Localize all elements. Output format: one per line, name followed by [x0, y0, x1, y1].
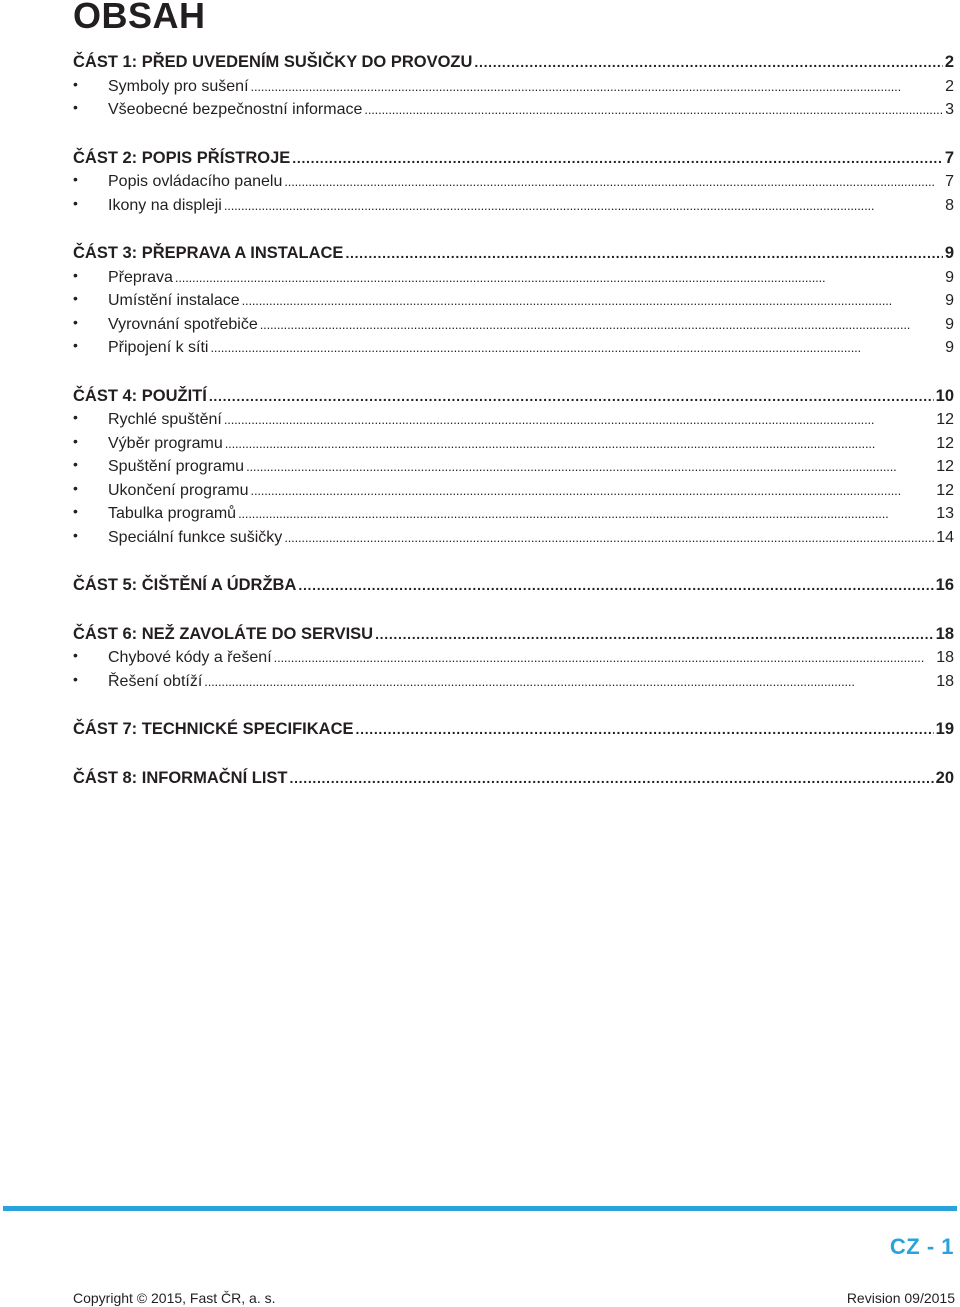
toc-item-page: 18	[936, 672, 954, 690]
toc-item-page: 3	[945, 101, 954, 118]
toc-heading[interactable]	[73, 385, 954, 409]
toc-item[interactable]	[73, 526, 954, 550]
bullet-icon	[73, 477, 108, 503]
toc-heading-label: ČÁST 3: PŘEPRAVA A INSTALACE	[73, 244, 344, 262]
toc-item-page: 9	[945, 268, 954, 286]
toc-section	[73, 767, 954, 791]
toc-item-label: Řešení obtíží	[108, 672, 203, 690]
bullet-icon	[73, 453, 108, 479]
dot-leader	[345, 242, 942, 266]
toc-item[interactable]	[73, 98, 954, 122]
toc-item-label: Symboly pro sušení	[108, 77, 249, 95]
dot-leader	[251, 75, 944, 99]
toc-section	[73, 385, 954, 550]
dot-leader	[292, 147, 943, 171]
toc-section	[73, 51, 954, 122]
bullet-icon	[73, 264, 108, 290]
bullet-icon	[73, 500, 108, 526]
toc-heading-label: ČÁST 5: ČIŠTĚNÍ A ÚDRŽBA	[73, 576, 297, 594]
toc-section	[73, 242, 954, 360]
bullet-icon	[73, 96, 108, 122]
toc-item-page: 14	[936, 528, 954, 546]
bullet-icon	[73, 644, 108, 670]
toc-item-label: Umístění instalace	[108, 292, 240, 309]
toc-heading-page: 20	[935, 768, 954, 787]
dot-leader	[284, 526, 934, 550]
dot-leader	[298, 574, 933, 598]
toc-item-label: Chybové kódy a řešení	[108, 649, 272, 666]
toc-item[interactable]	[73, 670, 954, 694]
toc-heading-label: ČÁST 4: POUŽITÍ	[73, 386, 207, 405]
toc-item-page: 12	[936, 411, 954, 428]
dot-leader	[238, 502, 934, 526]
toc-item[interactable]	[73, 313, 954, 337]
toc-item-page: 12	[936, 458, 954, 475]
toc-heading[interactable]	[73, 623, 954, 647]
toc-item-page: 7	[945, 173, 954, 190]
dot-leader	[204, 670, 934, 694]
toc-item[interactable]	[73, 194, 954, 218]
dot-leader	[274, 646, 935, 670]
table-of-contents	[73, 51, 954, 815]
dot-leader	[284, 170, 943, 194]
bullet-icon	[73, 406, 108, 432]
bullet-icon	[73, 311, 108, 337]
bullet-icon	[73, 192, 108, 218]
dot-leader	[260, 313, 943, 337]
toc-heading[interactable]	[73, 51, 954, 75]
dot-leader	[242, 289, 943, 313]
dot-leader	[290, 767, 934, 791]
toc-heading-page: 9	[944, 244, 954, 262]
toc-item-label: Rychlé spuštění	[108, 411, 222, 428]
page-number-label: CZ - 1	[889, 1234, 954, 1259]
toc-item-page: 9	[945, 315, 954, 333]
dot-leader	[175, 266, 943, 290]
toc-section	[73, 574, 954, 598]
toc-item-label: Speciální funkce sušičky	[108, 528, 283, 546]
toc-heading-page: 10	[935, 386, 954, 405]
toc-item-page: 9	[945, 292, 954, 309]
toc-item-page: 13	[936, 505, 954, 522]
dot-leader	[375, 623, 934, 647]
toc-item[interactable]	[73, 336, 954, 360]
toc-item-label: Všeobecné bezpečnostní informace	[108, 101, 363, 118]
bullet-icon	[73, 524, 108, 550]
toc-item[interactable]	[73, 289, 954, 313]
toc-item[interactable]	[73, 266, 954, 290]
dot-leader	[209, 385, 934, 409]
toc-section	[73, 623, 954, 694]
footer-divider	[3, 1206, 957, 1211]
toc-heading-page: 18	[935, 624, 954, 643]
dot-leader	[251, 479, 935, 503]
revision-text: Revision 09/2015	[846, 1290, 955, 1306]
toc-heading[interactable]	[73, 767, 954, 791]
toc-item[interactable]	[73, 75, 954, 99]
dot-leader	[225, 432, 934, 456]
toc-item-label: Výběr programu	[108, 434, 223, 452]
toc-item-page: 2	[945, 77, 954, 95]
dot-leader	[224, 194, 943, 218]
toc-section	[73, 147, 954, 218]
toc-item[interactable]	[73, 502, 954, 526]
toc-heading[interactable]	[73, 574, 954, 598]
bullet-icon	[73, 287, 108, 313]
dot-leader	[246, 455, 934, 479]
toc-item-page: 8	[945, 196, 954, 214]
toc-item-page: 18	[936, 649, 954, 666]
toc-item[interactable]	[73, 170, 954, 194]
toc-heading[interactable]	[73, 718, 954, 742]
toc-heading-label: ČÁST 1: PŘED UVEDENÍM SUŠIČKY DO PROVOZU	[73, 53, 473, 71]
bullet-icon	[73, 430, 108, 456]
toc-item-label: Vyrovnání spotřebiče	[108, 315, 258, 333]
toc-item[interactable]	[73, 646, 954, 670]
dot-leader	[210, 336, 943, 360]
toc-item-label: Tabulka programů	[108, 505, 237, 522]
dot-leader	[474, 51, 942, 75]
toc-item-label: Ukončení programu	[108, 481, 249, 499]
toc-heading-label: ČÁST 6: NEŽ ZAVOLÁTE DO SERVISU	[73, 624, 374, 643]
toc-heading-page: 16	[935, 576, 954, 594]
toc-heading-label: ČÁST 8: INFORMAČNÍ LIST	[73, 768, 288, 787]
toc-item-label: Spuštění programu	[108, 458, 245, 475]
dot-leader	[364, 98, 943, 122]
bullet-icon	[73, 668, 108, 694]
toc-item[interactable]	[73, 432, 954, 456]
toc-item-label: Připojení k síti	[108, 339, 209, 356]
dot-leader	[356, 718, 934, 742]
page-title: OBSAH	[73, 0, 206, 36]
toc-item-label: Popis ovládacího panelu	[108, 173, 283, 190]
toc-heading-page: 7	[944, 148, 954, 167]
toc-item-label: Přeprava	[108, 268, 173, 286]
toc-item-page: 12	[936, 434, 954, 452]
toc-heading[interactable]	[73, 147, 954, 171]
dot-leader	[224, 408, 934, 432]
copyright-text: Copyright © 2015, Fast ČR, a. s.	[73, 1290, 276, 1306]
toc-item[interactable]	[73, 408, 954, 432]
bullet-icon	[73, 168, 108, 194]
toc-section	[73, 718, 954, 742]
toc-heading-page: 2	[944, 53, 954, 71]
toc-item-label: Ikony na displeji	[108, 196, 222, 214]
toc-item-page: 12	[936, 481, 954, 499]
toc-item-page: 9	[945, 339, 954, 356]
toc-item[interactable]	[73, 455, 954, 479]
toc-heading[interactable]	[73, 242, 954, 266]
toc-heading-label: ČÁST 2: POPIS PŘÍSTROJE	[73, 148, 291, 167]
toc-item[interactable]	[73, 479, 954, 503]
toc-heading-page: 19	[935, 720, 954, 738]
bullet-icon	[73, 73, 108, 99]
toc-heading-label: ČÁST 7: TECHNICKÉ SPECIFIKACE	[73, 720, 354, 738]
bullet-icon	[73, 334, 108, 360]
